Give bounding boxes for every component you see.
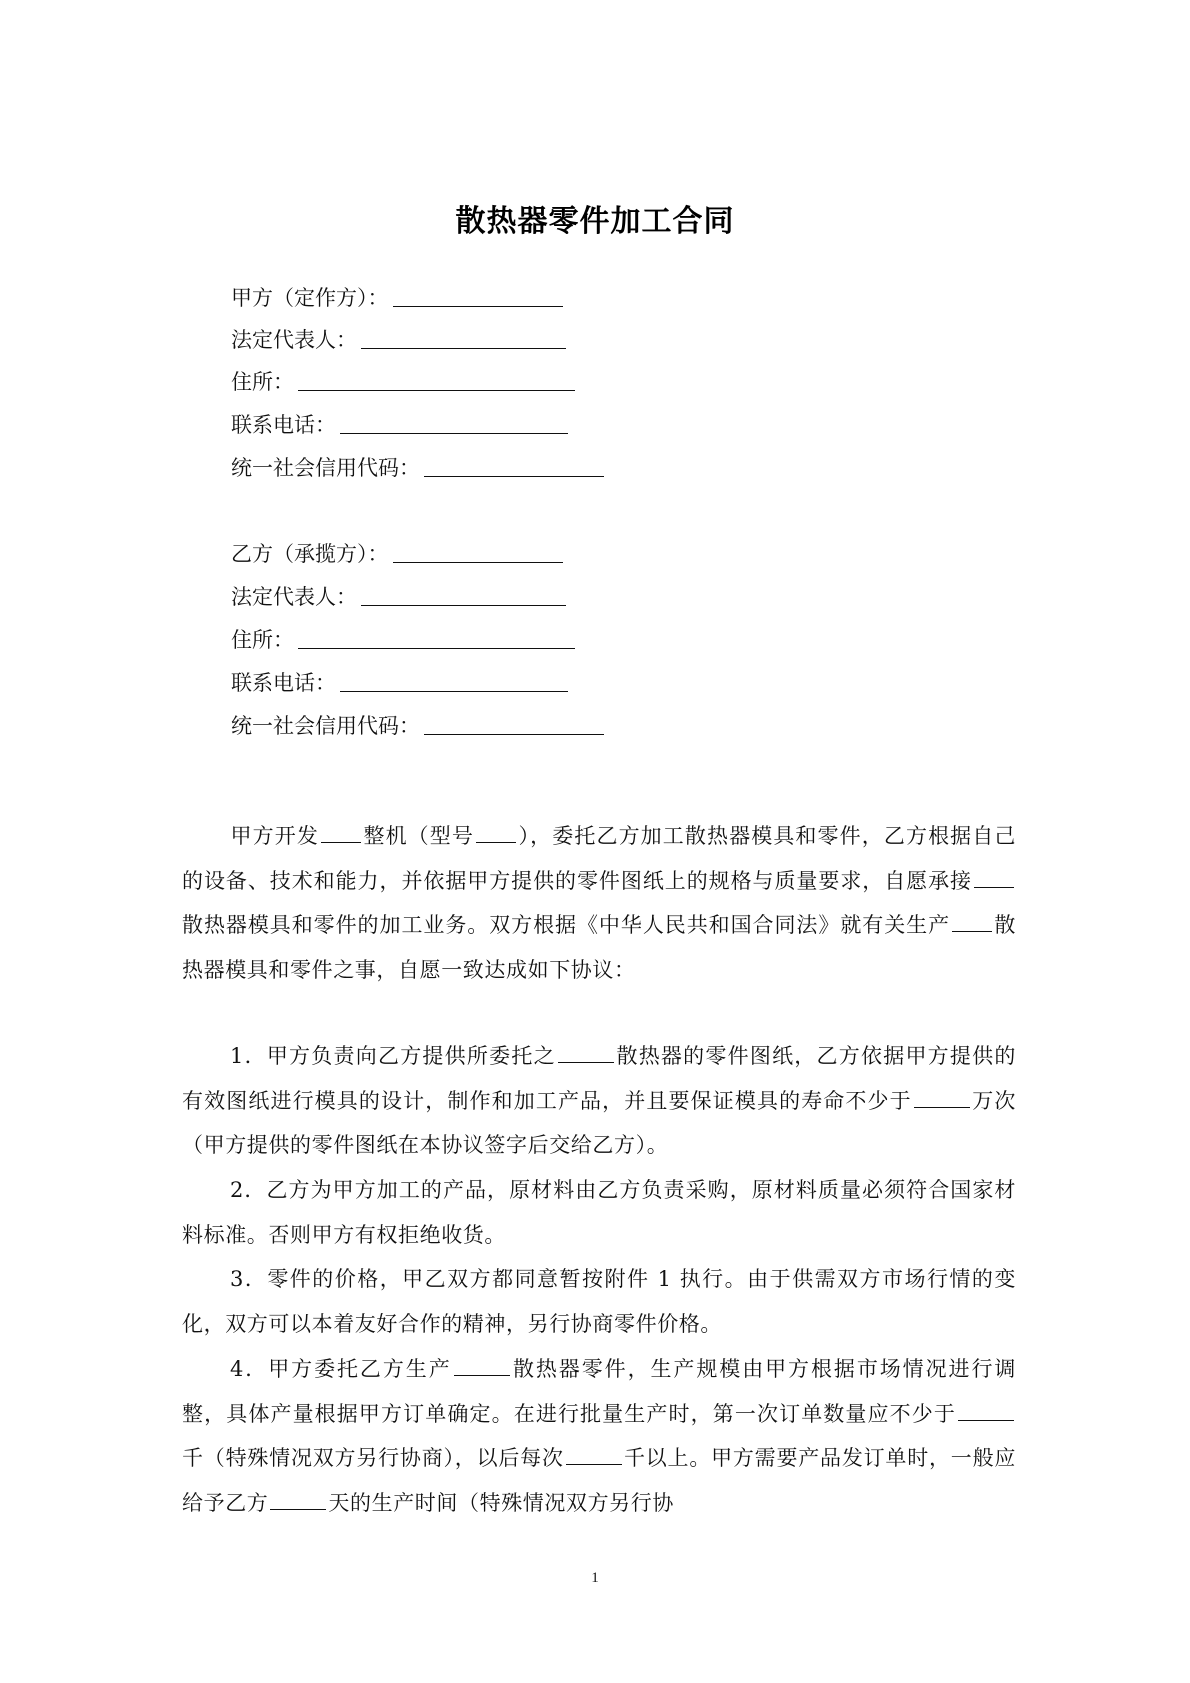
field-label: 住所： bbox=[231, 628, 294, 652]
fill-in-blank bbox=[974, 869, 1014, 888]
fill-in-blank bbox=[958, 1402, 1014, 1421]
party-a-name-field bbox=[231, 283, 563, 313]
party-a-phone-field bbox=[231, 410, 568, 440]
field-label: 法定代表人： bbox=[231, 585, 357, 609]
party-b-legal-rep-field bbox=[231, 582, 566, 612]
page-number: 1 bbox=[591, 1570, 599, 1586]
fill-in-blank bbox=[270, 1491, 326, 1510]
field-label: 联系电话： bbox=[231, 413, 336, 437]
fill-in-blank bbox=[952, 913, 992, 932]
field-label: 联系电话： bbox=[231, 671, 336, 695]
clause-3: 3．零件的价格，甲乙双方都同意暂按附件 1 执行。由于供需双方市场行情的变化，双方可以本着友好合作的精神，另行协商零件价格。 bbox=[182, 1267, 1016, 1336]
fill-in-blank bbox=[558, 1044, 614, 1063]
fill-in-blank bbox=[476, 824, 516, 843]
fill-in-blank bbox=[914, 1089, 970, 1108]
clause-2: 2．乙方为甲方加工的产品，原材料由乙方负责采购，原材料质量必须符合国家材料标准。否则甲方有权拒绝收货。 bbox=[182, 1178, 1016, 1247]
fill-in-line bbox=[340, 669, 568, 692]
party-b-name-field bbox=[231, 539, 563, 569]
party-a-legal-rep-field bbox=[231, 325, 566, 355]
fill-in-line bbox=[298, 368, 575, 391]
clause-4: 4．甲方委托乙方生产 散热器零件，生产规模由甲方根据市场情况进行调整，具体产量根据甲方订单确定。在进行批量生产时，第一次订单数量应不少于千（特殊情况双方另行协商），以后每次 千以上。甲方需要产品发订单时，一般应给予乙方 天的生产时间（特殊情况双方另行协 bbox=[182, 1357, 1016, 1515]
fill-in-line bbox=[361, 326, 566, 349]
field-label: 法定代表人： bbox=[231, 328, 357, 352]
field-label: 住所： bbox=[231, 370, 294, 394]
fill-in-line bbox=[340, 411, 568, 434]
fill-in-blank bbox=[321, 824, 361, 843]
fill-in-blank bbox=[566, 1446, 622, 1465]
fill-in-line bbox=[424, 712, 604, 735]
field-label: 统一社会信用代码： bbox=[231, 714, 420, 738]
field-label: 乙方（承揽方）： bbox=[231, 542, 389, 566]
party-b-address-field bbox=[231, 625, 575, 655]
party-b-phone-field bbox=[231, 668, 568, 698]
clause-1: 1．甲方负责向乙方提供所委托之 散热器的零件图纸，乙方依据甲方提供的有效图纸进行模具的设计，制作和加工产品，并且要保证模具的寿命不少于 万次（甲方提供的零件图纸在本协议签字后交给乙方）。 bbox=[182, 1044, 1017, 1157]
field-label: 甲方（定作方）： bbox=[231, 286, 389, 310]
fill-in-line bbox=[393, 540, 563, 563]
fill-in-line bbox=[298, 626, 575, 649]
fill-in-line bbox=[393, 284, 563, 307]
party-a-address-field bbox=[231, 367, 575, 397]
document-title: 散热器零件加工合同 bbox=[455, 204, 735, 239]
preamble-paragraph: 甲方开发 整机（型号 ），委托乙方加工散热器模具和零件，乙方根据自己的设备、技术和能力，并依据甲方提供的零件图纸上的规格与质量要求，自愿承接散热器模具和零件的加工业务。双方根据《中华人民共和国合同法》就有关生产 散热器模具和零件之事，自愿一致达成如下协议： bbox=[182, 824, 1017, 982]
party-a-credit-code-field bbox=[231, 453, 604, 483]
party-b-credit-code-field bbox=[231, 711, 604, 741]
field-label: 统一社会信用代码： bbox=[231, 456, 420, 480]
fill-in-line bbox=[424, 454, 604, 477]
fill-in-line bbox=[361, 583, 566, 606]
fill-in-blank bbox=[454, 1357, 510, 1376]
